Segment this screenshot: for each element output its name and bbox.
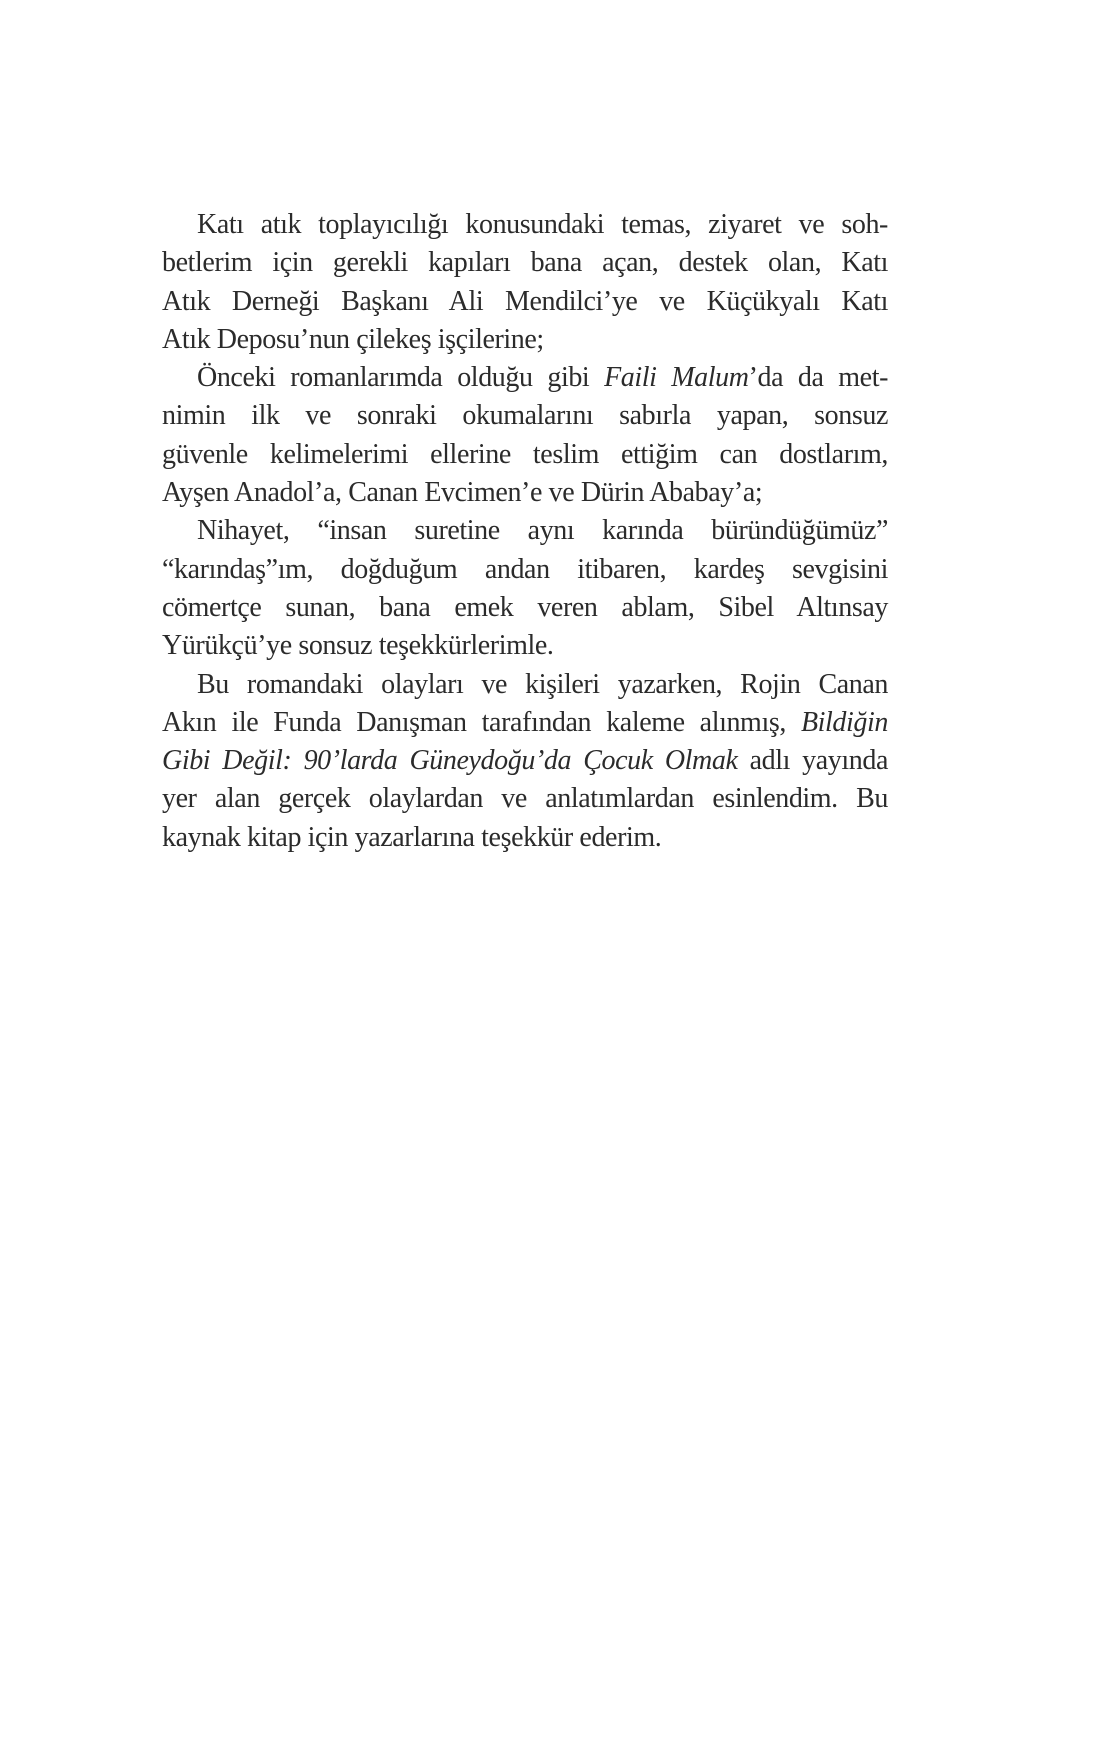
text-segment: cömertçe sunan, bana emek veren ablam, Sibel Altınsay — [162, 591, 888, 623]
text-line-p3-l3 — [162, 589, 888, 627]
text-segment: yer alan gerçek olaylardan ve anlatımlardan esinlendim. Bu — [162, 783, 888, 815]
text-segment: Katı atık toplayıcılığı konusundaki temas, ziyaret ve soh- — [197, 209, 888, 240]
text-line-p1-l1 — [162, 206, 888, 244]
book-title-italic-segment: Faili Malum — [604, 362, 749, 394]
text-line-p4-l5 — [162, 819, 888, 857]
text-segment: Atık Derneği Başkanı Ali Mendilci’ye ve Küçükyalı Katı — [162, 285, 888, 317]
text-line-p1-l4 — [162, 321, 888, 359]
text-segment: Bu romandaki olayları ve kişileri yazarken, Rojin Canan — [197, 668, 888, 700]
text-line-p2-l4 — [162, 474, 888, 512]
text-segment: Atık Deposu’nun çilekeş işçilerine; — [162, 323, 544, 355]
text-line-p4-l3 — [162, 742, 888, 780]
text-segment: Yürükçü’ye sonsuz teşekkürlerimle. — [162, 630, 554, 662]
text-line-p3-l2 — [162, 551, 888, 589]
text-segment: betlerim için gerekli kapıları bana açan, destek olan, Katı — [162, 247, 888, 279]
book-title-italic-segment: Gibi Değil: 90’larda Güneydoğu’da Çocuk Olmak — [162, 745, 738, 777]
text-line-p2-l3 — [162, 436, 888, 474]
text-segment: nimin ilk ve sonraki okumalarını sabırla yapan, sonsuz — [162, 400, 888, 432]
text-line-p3-l1 — [162, 512, 888, 550]
text-segment: kaynak kitap için yazarlarına teşekkür ederim. — [162, 821, 662, 853]
text-segment: Ayşen Anadol’a, Canan Evcimen’e ve Dürin Ababay’a; — [162, 477, 763, 509]
text-line-p4-l2 — [162, 704, 888, 742]
text-segment: Akın ile Funda Danışman tarafından kaleme alınmış, — [162, 706, 801, 738]
text-line-p3-l4 — [162, 627, 888, 665]
book-title-italic-segment: Bildiğin — [800, 706, 888, 738]
text-line-p4-l1 — [162, 666, 888, 704]
acknowledgments-text — [162, 206, 888, 857]
text-line-p2-l2 — [162, 397, 888, 435]
text-segment: adlı yayında — [737, 745, 888, 777]
text-segment: Nihayet, “insan suretine aynı karında büründüğümüz” — [197, 515, 888, 547]
text-line-p4-l4 — [162, 780, 888, 818]
text-segment: güvenle kelimelerimi ellerine teslim ettiğim can dostlarım, — [162, 438, 888, 470]
text-line-p1-l2 — [162, 244, 888, 282]
text-segment: Önceki romanlarımda olduğu gibi — [197, 362, 605, 394]
text-line-p1-l3 — [162, 283, 888, 321]
text-line-p2-l1 — [162, 359, 888, 397]
text-segment: ’da da met- — [748, 362, 888, 394]
text-segment: “karındaş”ım, doğduğum andan itibaren, kardeş sevgisini — [162, 553, 888, 585]
